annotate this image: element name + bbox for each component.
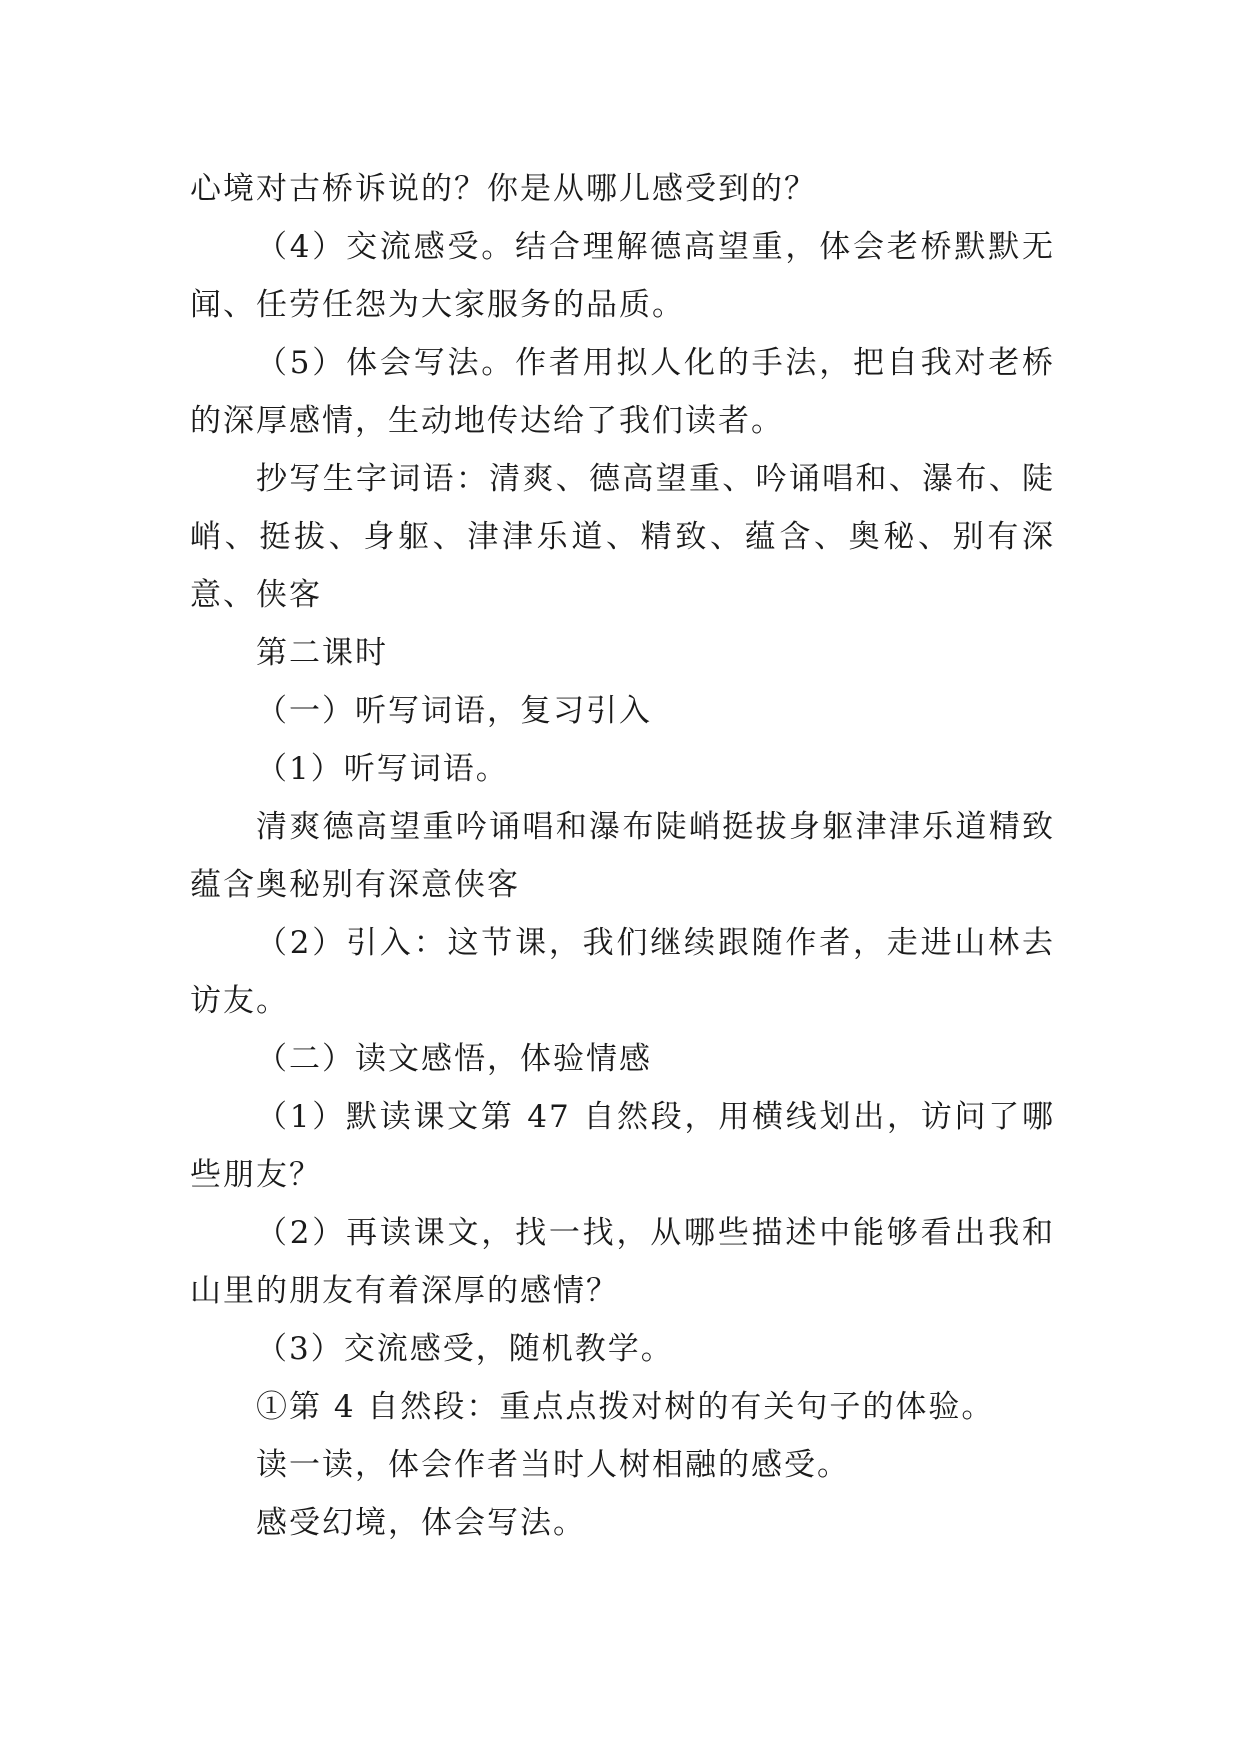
paragraph-silent-reading: （1）默读课文第 47 自然段，用横线划出，访问了哪些朋友？ <box>190 1099 1055 1193</box>
paragraph-step-4: （4）交流感受。结合理解德高望重，体会老桥默默无闻、任劳任怨为大家服务的品质。 <box>190 229 1055 323</box>
paragraph-item-1: ①第 4 自然段：重点点拨对树的有关句子的体验。 <box>256 1389 995 1425</box>
paragraph-dictation-words: 清爽德高望重吟诵唱和瀑布陡峭挺拔身躯津津乐道精致蕴含奥秘别有深意侠客 <box>190 809 1055 903</box>
paragraph-continuation: 心境对古桥诉说的？你是从哪儿感受到的？ <box>190 171 817 207</box>
paragraph-vocabulary-copy: 抄写生字词语：清爽、德高望重、吟诵唱和、瀑布、陡峭、挺拔、身躯、津津乐道、精致、蕴含、奥秘、别有深意、侠客 <box>190 461 1055 613</box>
paragraph-imagination: 感受幻境，体会写法。 <box>256 1505 586 1541</box>
paragraph-reread: （2）再读课文，找一找，从哪些描述中能够看出我和山里的朋友有着深厚的感情？ <box>190 1215 1055 1309</box>
document-body <box>190 160 1055 1552</box>
paragraph-read-aloud: 读一读，体会作者当时人树相融的感受。 <box>256 1447 850 1483</box>
paragraph-introduction: （2）引入：这节课，我们继续跟随作者，走进山林去访友。 <box>190 925 1055 1019</box>
paragraph-exchange: （3）交流感受，随机教学。 <box>256 1331 674 1367</box>
section-heading-second-lesson: 第二课时 <box>256 635 388 671</box>
paragraph-step-5: （5）体会写法。作者用拟人化的手法，把自我对老桥的深厚感情，生动地传达给了我们读者。 <box>190 345 1055 439</box>
paragraph-dictation-step: （1）听写词语。 <box>256 751 509 787</box>
subheading-dictation-review: （一）听写词语，复习引入 <box>256 693 652 729</box>
subheading-reading-feeling: （二）读文感悟，体验情感 <box>256 1041 652 1077</box>
